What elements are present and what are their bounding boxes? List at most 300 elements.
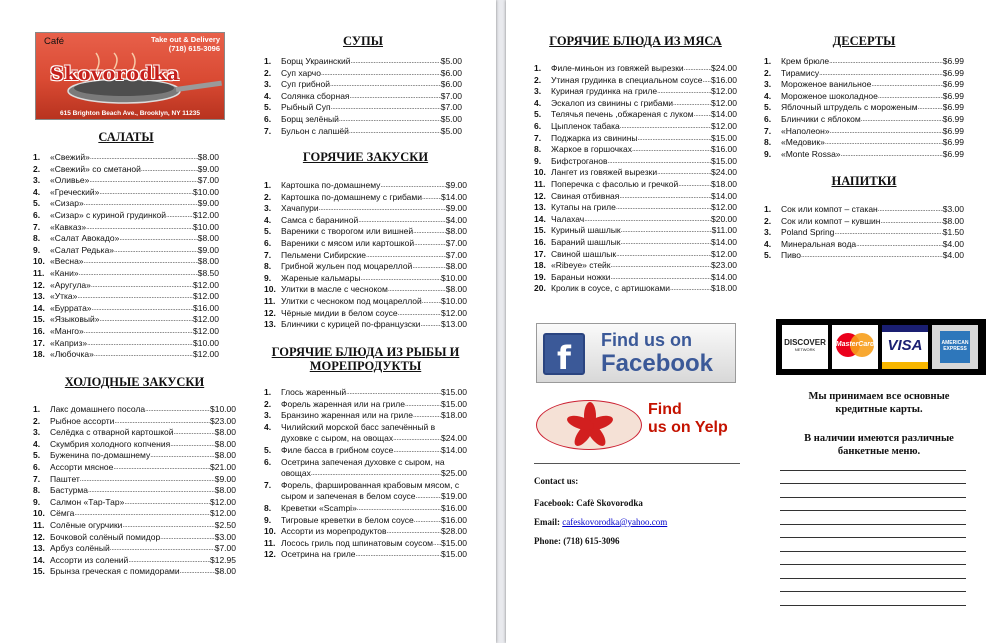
- menu-item-price: $12.00: [210, 508, 236, 519]
- leader-dots: [124, 497, 210, 509]
- menu-item: [33, 210, 219, 222]
- leader-dots: [339, 114, 441, 126]
- menu-item: [764, 68, 964, 80]
- leader-dots: [422, 192, 441, 204]
- contact-phone-value: (718) 615-3096: [563, 536, 620, 546]
- menu-item-price: $12.00: [193, 291, 219, 302]
- leader-dots: [180, 566, 215, 578]
- menu-item-number: 2.: [264, 67, 272, 78]
- leader-dots: [84, 256, 198, 268]
- menu-item-price: $8.00: [197, 152, 219, 162]
- menu-item-name: Поджарка из свинины: [551, 132, 638, 143]
- menu-item: [534, 272, 737, 284]
- menu-item-number: 5.: [764, 250, 772, 261]
- menu-item-price: $10.00: [193, 186, 219, 197]
- credit-cards-strip: [776, 319, 986, 375]
- menu-item-name: Мороженое шоколадное: [781, 90, 878, 101]
- leader-dots: [92, 303, 193, 315]
- menu-item-price: $16.00: [441, 514, 467, 525]
- menu-item-price: $6.99: [942, 125, 964, 136]
- menu-item-number: 4.: [764, 238, 772, 249]
- menu-item-name: Бараньи ножки: [551, 271, 611, 282]
- menu-item-number: 11.: [33, 267, 45, 278]
- leader-dots: [412, 261, 445, 273]
- menu-item: [534, 63, 737, 75]
- blank-line: [780, 564, 966, 565]
- menu-item: [33, 268, 219, 280]
- menu-item-name: «Утка»: [50, 291, 78, 302]
- menu-item-price: $6.99: [942, 67, 964, 78]
- menu-item: [534, 179, 737, 191]
- menu-item-number: 8.: [33, 485, 41, 496]
- menu-item-number: 5.: [264, 102, 272, 113]
- menu-item: [33, 291, 219, 303]
- leader-dots: [413, 410, 441, 422]
- leader-dots: [819, 68, 943, 80]
- menu-item-name: духовке с сыром, на овощах: [281, 433, 394, 444]
- menu-item: [534, 156, 737, 168]
- menu-item-name: Суп грибной: [281, 79, 330, 90]
- menu-item-name: Бастурма: [50, 485, 88, 496]
- menu-item-price: $12.00: [193, 325, 219, 336]
- menu-item-price: $14.00: [711, 190, 737, 201]
- menu-item-number: 9.: [33, 244, 41, 255]
- menu-item-number: 2.: [33, 415, 41, 426]
- menu-item-name: Лосось гриль под шпинатовым соусом: [281, 537, 434, 548]
- leader-dots: [114, 245, 198, 257]
- menu-item: [264, 387, 467, 399]
- menu-item-number: 3.: [764, 79, 772, 90]
- leader-dots: [684, 63, 711, 75]
- menu-item-name: «Сизар»: [50, 198, 84, 209]
- section-title-fish: [264, 345, 467, 373]
- menu-item-name: «Салат Редька»: [50, 244, 115, 255]
- menu-item-name: Вареники с творогом или вишней: [281, 226, 414, 237]
- leader-dots: [584, 214, 711, 226]
- menu-item-price: $16.00: [711, 74, 737, 85]
- menu-item-number: 8.: [534, 144, 542, 155]
- contact-email-label: Email:: [534, 517, 560, 527]
- menu-item-price: $12.00: [441, 307, 467, 318]
- blank-line: [780, 605, 966, 606]
- menu-item-number: 4.: [264, 90, 272, 101]
- menu-item-name: Poland Spring: [781, 227, 835, 238]
- fish-title-line1: ГОРЯЧИЕ БЛЮДА ИЗ РЫБЫ И: [271, 345, 460, 359]
- yelp-banner[interactable]: [536, 398, 736, 454]
- menu-item: [264, 549, 467, 561]
- leader-dots: [84, 198, 198, 210]
- menu-item-price: $18.00: [711, 178, 737, 189]
- menu-item-price: $14.00: [441, 191, 467, 202]
- leader-dots: [416, 491, 441, 503]
- menu-item: [534, 133, 737, 145]
- menu-item-name: Вареники с мясом или картошкой: [281, 237, 415, 248]
- blank-line: [780, 510, 966, 511]
- menu-item: [264, 192, 467, 204]
- menu-item-number: 6.: [534, 120, 542, 131]
- menu-item: [33, 303, 219, 315]
- menu-item: [764, 149, 964, 161]
- menu-item-number: 9.: [764, 148, 772, 159]
- menu-item-name: Крем брюле: [781, 56, 830, 66]
- menu-item-number: 1.: [264, 56, 272, 66]
- leader-dots: [608, 156, 712, 168]
- menu-item: [33, 222, 219, 234]
- menu-item-name: Скумбрия холодного копчения: [50, 438, 171, 449]
- menu-item-price: $14.00: [711, 109, 737, 120]
- menu-item-number: 18.: [33, 349, 45, 360]
- menu-item: [264, 480, 467, 492]
- leader-dots: [421, 319, 442, 331]
- menu-item: [33, 175, 219, 187]
- mastercard-icon: MasterCard: [832, 325, 878, 369]
- menu-item-number: 7.: [264, 249, 272, 260]
- menu-item-name: Брынза греческая с помидорами: [50, 566, 180, 577]
- menu-item-price: $6.00: [440, 67, 462, 78]
- menu-item-price: $7.00: [445, 249, 467, 260]
- fish-title-line2: МОРЕПРОДУКТЫ: [309, 359, 422, 373]
- leader-dots: [99, 187, 193, 199]
- hot-appetizers-list: [264, 180, 467, 331]
- menu-item: [264, 91, 462, 103]
- menu-page-left: [0, 0, 496, 643]
- leader-dots: [861, 114, 943, 126]
- yelp-line2: us on Yelp: [648, 419, 728, 436]
- menu-item: [264, 308, 467, 320]
- menu-item-price: $6.99: [942, 137, 964, 148]
- leader-dots: [119, 233, 197, 245]
- menu-item-price: $8.00: [214, 450, 236, 461]
- menu-item-name: Минеральная вода: [781, 238, 857, 249]
- leader-dots: [86, 222, 193, 234]
- menu-item-price: $4.00: [942, 238, 964, 249]
- menu-item-name: Хачапури: [281, 203, 319, 214]
- menu-item-price: $19.00: [441, 491, 467, 502]
- leader-dots: [422, 296, 441, 308]
- menu-item: [33, 520, 236, 532]
- menu-item: [264, 102, 462, 114]
- menu-item-price: $7.00: [445, 237, 467, 248]
- menu-item-name: Осетрина на гриле: [281, 549, 356, 560]
- menu-item-number: 16.: [33, 325, 45, 336]
- menu-item-number: [264, 433, 281, 445]
- leader-dots: [166, 210, 193, 222]
- leader-dots: [110, 543, 215, 555]
- menu-item-name: Солянка сборная: [281, 90, 350, 101]
- menu-item-price: $7.00: [197, 175, 219, 186]
- menu-item-price: $4.00: [942, 250, 964, 261]
- menu-item: [264, 79, 462, 91]
- menu-item: [33, 187, 219, 199]
- menu-item-number: 6.: [33, 461, 41, 472]
- leader-dots: [619, 191, 711, 203]
- menu-item-number: 3.: [534, 86, 542, 97]
- logo-address: 615 Brighton Beach Ave., Brooklyn, NY 11235: [60, 110, 200, 117]
- menu-item-price: $8.00: [942, 215, 964, 226]
- leader-dots: [388, 284, 446, 296]
- logo-name: Skovorodka: [50, 63, 180, 85]
- menu-item-name: «Оливье»: [50, 175, 90, 186]
- logo-phone: (718) 615-3096: [168, 44, 220, 53]
- menu-item-price: $6.00: [440, 79, 462, 90]
- leader-dots: [632, 144, 711, 156]
- menu-item-price: $12.00: [193, 314, 219, 325]
- section-title-cold-appetizers: ХОЛОДНЫЕ ЗАКУСКИ: [64, 375, 205, 389]
- menu-item-name: «Свежий»: [50, 152, 90, 162]
- menu-item-price: $12.95: [210, 554, 236, 565]
- menu-item-name: Тигровые креветки в белом соусе: [281, 514, 414, 525]
- menu-item-price: $12.00: [711, 120, 737, 131]
- menu-item-name: Сок или компот – кувшин: [781, 215, 881, 226]
- menu-item-name: Креветки «Scampi»: [281, 502, 357, 513]
- menu-item-price: $9.00: [197, 198, 219, 209]
- menu-item: [33, 245, 219, 257]
- menu-item-number: 3.: [264, 410, 272, 421]
- leader-dots: [830, 126, 943, 138]
- menu-item-name: «Весна»: [50, 256, 84, 267]
- menu-item-price: $8.00: [214, 427, 236, 438]
- leader-dots: [122, 520, 214, 532]
- leader-dots: [141, 164, 198, 176]
- payment-banquet-text: В наличии имеются различные банкетные меню.: [804, 433, 954, 457]
- menu-item-price: $14.00: [441, 444, 467, 455]
- menu-item: [264, 296, 467, 308]
- menu-item-number: 12.: [264, 549, 276, 560]
- menu-item-number: 1.: [764, 204, 772, 214]
- menu-item-price: $23.00: [210, 415, 236, 426]
- leader-dots: [611, 260, 711, 272]
- menu-item: [264, 515, 467, 527]
- menu-item-number: 5.: [264, 226, 272, 237]
- menu-item-price: $10.00: [441, 272, 467, 283]
- menu-item-name: Филе басса в грибном соусе: [281, 444, 394, 455]
- menu-item-price: $8.00: [214, 566, 236, 577]
- menu-item: [264, 433, 467, 445]
- section-title-desserts: ДЕСЕРТЫ: [832, 34, 896, 48]
- menu-item-price: $23.00: [711, 260, 737, 271]
- menu-item-name: Лакс домашнего посола: [50, 404, 146, 414]
- menu-item-number: 3.: [764, 227, 772, 238]
- leader-dots: [84, 326, 193, 338]
- blank-line: [780, 537, 966, 538]
- menu-item-number: 1.: [764, 56, 772, 66]
- menu-item-number: 5.: [33, 198, 41, 209]
- menu-item-number: 18.: [534, 260, 546, 271]
- blank-line: [780, 551, 966, 552]
- menu-item-name: Филе-миньон из говяжей вырезки: [551, 63, 684, 73]
- leader-dots: [87, 338, 193, 350]
- blank-line: [780, 524, 966, 525]
- menu-item-name: Бульон с лапшёй: [281, 125, 349, 136]
- visa-card-icon: VISA: [882, 325, 928, 369]
- menu-item: [264, 261, 467, 273]
- menu-item-number: 1.: [264, 180, 272, 190]
- menu-item: [264, 526, 467, 538]
- menu-item-price: $21.00: [210, 461, 236, 472]
- leader-dots: [657, 167, 711, 179]
- menu-item-number: 7.: [534, 132, 542, 143]
- leader-dots: [349, 126, 441, 138]
- menu-item: [534, 109, 737, 121]
- menu-item-name: Чилийский морской басс запечённый в: [281, 421, 436, 432]
- menu-item: [264, 468, 467, 480]
- facebook-line1: Find us on: [601, 330, 692, 350]
- menu-item-price: $9.00: [197, 244, 219, 255]
- menu-item-name: Рыбный Суп: [281, 102, 331, 113]
- leader-dots: [413, 226, 446, 238]
- discover-card-icon: DISCOVER NETWORK: [782, 325, 828, 369]
- menu-item-number: 3.: [264, 79, 272, 90]
- menu-item-price: $9.00: [445, 180, 467, 190]
- menu-item-name: Блинчики с яблоком: [781, 113, 861, 124]
- leader-dots: [834, 227, 942, 239]
- menu-item: [33, 532, 236, 544]
- menu-item-price: $1.50: [942, 227, 964, 238]
- menu-item: [264, 273, 467, 285]
- menu-item-number: 1.: [264, 387, 272, 397]
- menu-item-number: 17.: [534, 248, 546, 259]
- menu-item-number: 15.: [33, 314, 45, 325]
- menu-item-number: 12.: [264, 307, 276, 318]
- leader-dots: [79, 268, 198, 280]
- menu-item-name: Самса с бараниной: [281, 214, 359, 225]
- facebook-banner[interactable]: [536, 323, 736, 383]
- menu-item-price: $11.00: [711, 225, 737, 236]
- menu-item-price: $6.99: [942, 102, 964, 113]
- menu-item-name: Арбуз солёный: [50, 543, 110, 554]
- column-soups: [264, 34, 462, 137]
- menu-item-price: $15.00: [441, 549, 467, 560]
- facebook-icon: f: [543, 333, 585, 375]
- menu-item-price: $12.00: [193, 279, 219, 290]
- menu-item-name: Свиной шашлык: [551, 248, 617, 259]
- menu-item-name: Пельмени Сибирские: [281, 249, 366, 260]
- contact-email: [534, 517, 667, 527]
- menu-item: [534, 167, 737, 179]
- menu-item: [264, 399, 467, 411]
- leader-dots: [331, 102, 441, 114]
- menu-item: [534, 214, 737, 226]
- leader-dots: [128, 555, 210, 567]
- menu-item-number: 7.: [33, 221, 41, 232]
- menu-item-price: $12.00: [210, 496, 236, 507]
- menu-item-name: Бочковой солёный помидор: [50, 531, 161, 542]
- contact-facebook-label: Facebook:: [534, 498, 574, 508]
- menu-item-name: Жареные кальмары: [281, 272, 361, 283]
- menu-item-price: $24.00: [441, 433, 467, 444]
- menu-item-number: 4.: [534, 97, 542, 108]
- menu-item-number: 7.: [264, 125, 272, 136]
- menu-item: [764, 126, 964, 138]
- menu-item-price: $16.00: [193, 302, 219, 313]
- menu-item: [33, 404, 236, 416]
- menu-item-name: «Медовик»: [781, 137, 825, 148]
- menu-item-number: 2.: [33, 163, 41, 174]
- menu-item-name: Ассорти из солений: [50, 554, 129, 565]
- menu-item-name: Улитки в масле с чесноком: [281, 284, 388, 295]
- leader-dots: [878, 204, 943, 216]
- menu-item-name: Селёдка с отварной картошкой: [50, 427, 174, 438]
- menu-item-name: Картошка по-домашнему с грибами: [281, 191, 422, 202]
- menu-item-price: $24.00: [711, 63, 737, 73]
- menu-item: [33, 233, 219, 245]
- leader-dots: [610, 272, 711, 284]
- contact-facebook-value: Cafè Skovorodka: [576, 498, 643, 508]
- menu-item-price: $2.50: [214, 519, 236, 530]
- menu-item: [33, 555, 236, 567]
- menu-item-price: $9.00: [214, 473, 236, 484]
- leader-dots: [616, 249, 711, 261]
- menu-item-name: «Манго»: [50, 325, 84, 336]
- menu-item: [33, 164, 219, 176]
- blank-line: [780, 591, 966, 592]
- menu-item-name: Куриная грудинка на гриле: [551, 86, 658, 97]
- leader-dots: [398, 308, 441, 320]
- section-title-meat: ГОРЯЧИЕ БЛЮДА ИЗ МЯСА: [549, 34, 722, 48]
- menu-item: [264, 180, 467, 192]
- menu-item-name: Картошка по-домашнему: [281, 180, 381, 190]
- contact-email-link[interactable]: cafeskovorodka@yahoo.com: [562, 517, 668, 527]
- menu-item: [264, 445, 467, 457]
- menu-item-price: $5.00: [440, 56, 462, 66]
- menu-item-name: Грибной жульен под моцареллой: [281, 261, 413, 272]
- logo-cafe-label: Café: [44, 36, 65, 47]
- menu-item-name: Сок или компот – стакан: [781, 204, 878, 214]
- menu-item: [33, 462, 236, 474]
- leader-dots: [77, 291, 193, 303]
- column-meat: [534, 34, 737, 295]
- menu-item-price: $15.00: [711, 155, 737, 166]
- menu-item-price: $18.00: [711, 283, 737, 294]
- menu-item-name: Пиво: [781, 250, 802, 261]
- menu-item-number: 9.: [534, 155, 542, 166]
- menu-item-number: 19.: [534, 271, 546, 282]
- menu-item-price: $18.00: [441, 410, 467, 421]
- menu-item: [33, 566, 236, 578]
- menu-item-number: 1.: [534, 63, 542, 73]
- menu-item-name: «Сизар» с куриной грудинкой: [50, 209, 167, 220]
- menu-item-name: Лангет из говяжей вырезки: [551, 167, 658, 178]
- menu-item: [33, 485, 236, 497]
- menu-item-price: $24.00: [711, 167, 737, 178]
- menu-item-price: $10.00: [210, 404, 236, 414]
- menu-item-number: 1.: [33, 404, 41, 414]
- leader-dots: [80, 474, 215, 486]
- menu-item: [33, 497, 236, 509]
- menu-item-number: 15.: [534, 225, 546, 236]
- leader-dots: [673, 98, 711, 110]
- menu-item: [264, 56, 462, 68]
- menu-item-number: [264, 491, 281, 503]
- menu-item-price: $20.00: [711, 213, 737, 224]
- menu-item: [534, 283, 737, 295]
- menu-item-name: овощах: [281, 468, 311, 479]
- menu-item: [33, 314, 219, 326]
- menu-item: [264, 238, 467, 250]
- leader-dots: [801, 250, 943, 262]
- leader-dots: [88, 485, 215, 497]
- menu-item-name: «Буррата»: [50, 302, 92, 313]
- menu-item: [764, 91, 964, 103]
- menu-item: [264, 538, 467, 550]
- section-title-hot-appetizers: ГОРЯЧИЕ ЗАКУСКИ: [302, 150, 429, 164]
- menu-item-price: $10.00: [193, 221, 219, 232]
- menu-item: [33, 543, 236, 555]
- leader-dots: [387, 526, 441, 538]
- menu-item-name: Чёрные мидии в белом соусе: [281, 307, 398, 318]
- salads-list: [33, 152, 219, 361]
- drinks-list: [764, 204, 964, 262]
